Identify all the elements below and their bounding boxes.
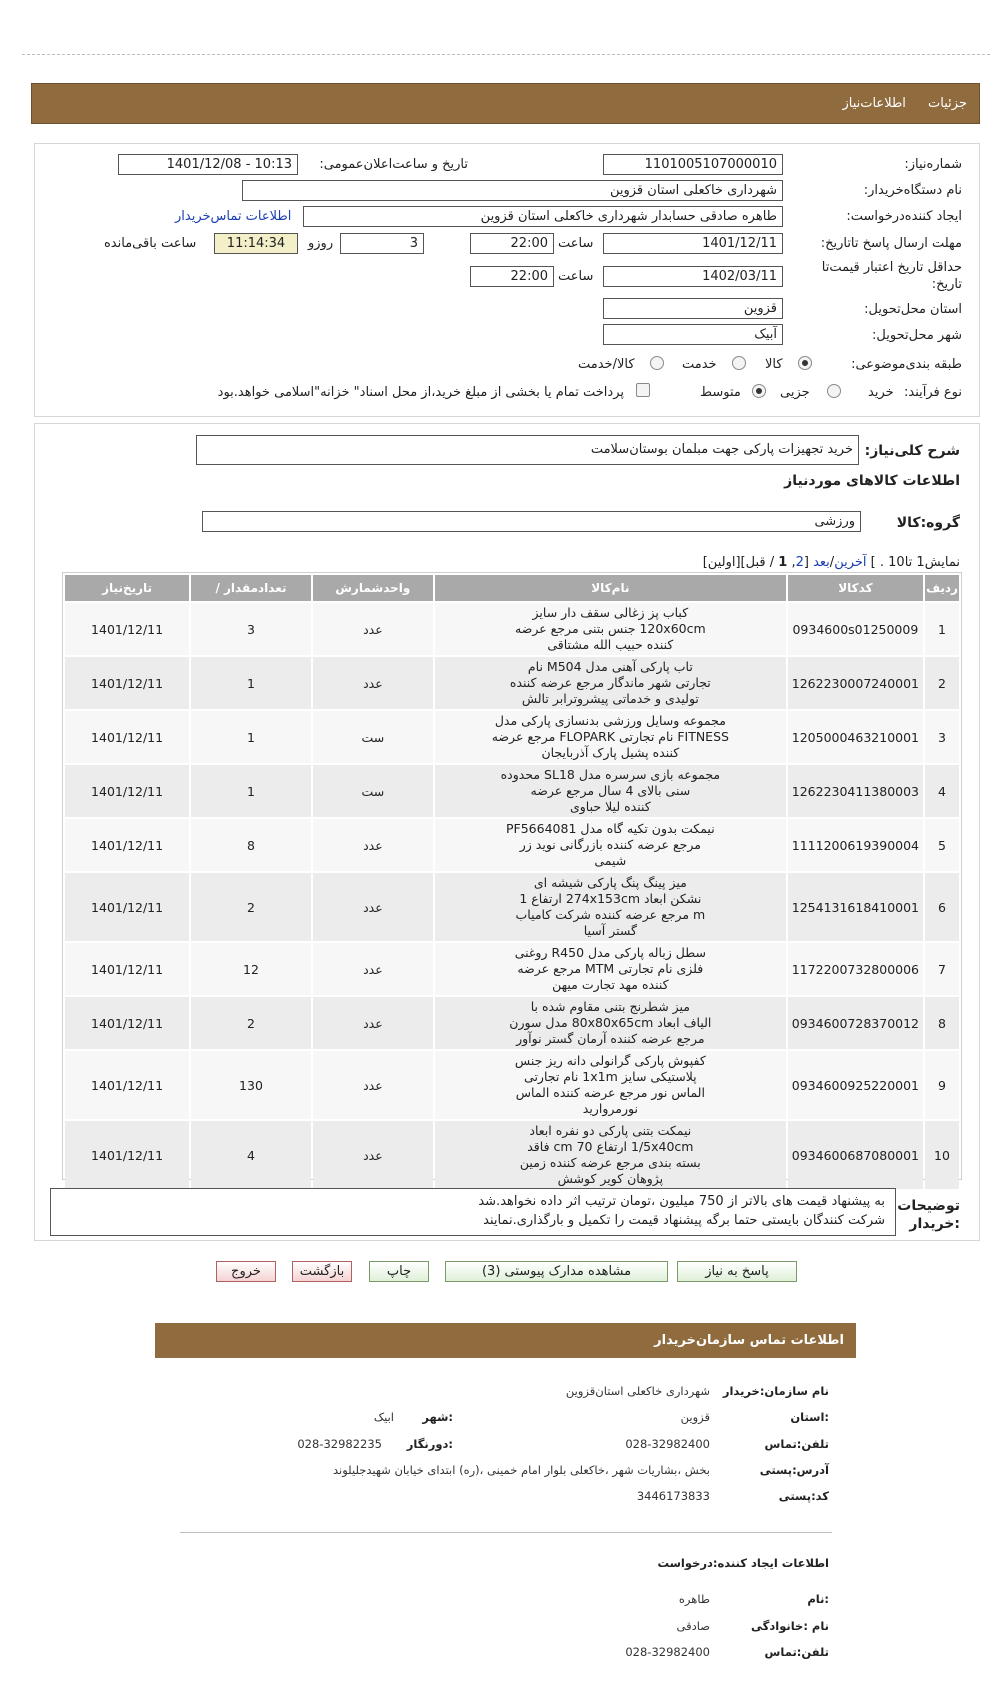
buyer-notes-label-line2: :خریدار (909, 1216, 960, 1232)
cell-qty: 2 (191, 873, 311, 941)
creator-family-label: نام :خانوادگی (751, 1619, 829, 1633)
contact-phone-value: 028-32982400 (625, 1437, 710, 1451)
cell-qty: 12 (191, 943, 311, 995)
province-label: استان محل‌تحویل: (864, 302, 962, 317)
cell-name (435, 1051, 786, 1119)
table-header-row (65, 575, 959, 601)
cell-name-line: تجارتی شهر ماندگار مرجع عرضه کننده (509, 675, 711, 690)
cell-name-line: مجموعه بازی سرسره مدل SL18 محدوده (500, 767, 721, 782)
cell-name (435, 819, 786, 871)
need-number-label: شماره‌نیاز: (904, 157, 962, 172)
contact-divider (180, 1532, 832, 1533)
cell-name-line: FITNESS نام تجارتی FLOPARK مرجع عرضه (491, 729, 729, 744)
table-row (65, 603, 959, 655)
creator-name-label: :نام (807, 1592, 829, 1606)
cell-name-line: پلاستیکی سایز 1x1m نام تجارتی (524, 1069, 697, 1084)
table-row (65, 1051, 959, 1119)
cell-name (435, 943, 786, 995)
cell-name-line: گستر آسیا (583, 923, 637, 938)
col-header-code: کدکالا (788, 575, 923, 601)
cell-name-line: سنی بالای 4 سال مرجع عرضه (530, 783, 691, 798)
deadline-label: مهلت ارسال پاسخ تا‌تاریخ: (820, 236, 962, 251)
cell-index: 6 (925, 873, 959, 941)
contact-city-value: ابیک (373, 1410, 394, 1424)
pagination-first: اولین (707, 555, 736, 570)
treasury-payment-checkbox[interactable] (636, 383, 650, 397)
cell-code: 1205000463210001 (788, 711, 923, 763)
remaining-time-field: 11:14:34 (214, 233, 298, 254)
validity-time-label: ساعت (558, 269, 594, 284)
table-row (65, 819, 959, 871)
validity-time-field: 22:00 (470, 266, 554, 287)
cell-unit: عدد (313, 943, 433, 995)
cell-index: 10 (925, 1121, 959, 1189)
creator-name-value: طاهره (678, 1592, 710, 1606)
cell-code: 0934600687080001 (788, 1121, 923, 1189)
deadline-time-field: 22:00 (470, 233, 554, 254)
cell-date: 1401/12/11 (65, 657, 189, 709)
cell-qty: 4 (191, 1121, 311, 1189)
cell-code: 0934600925220001 (788, 1051, 923, 1119)
creator-phone-value: 028-32982400 (625, 1645, 710, 1659)
city-field: آبیک (603, 324, 783, 345)
table-row (65, 711, 959, 763)
cell-name-line: 1/5x40cm ارتفاع 70 cm فاقد (527, 1139, 694, 1154)
table-row (65, 657, 959, 709)
cell-name-line: نیمکت بدون تکیه گاه مدل PF5664081 (506, 821, 715, 836)
creator-info-title: اطلاعات ایجاد کننده:درخواست (657, 1556, 829, 1570)
pagination-next[interactable]: بعد (813, 555, 830, 570)
cell-name-line: فلزی نام تجارتی MTM مرجع عرضه (517, 961, 704, 976)
buyer-notes-line2: شرکت کنندگان بایستی حتما برگه پیشنهاد قیمت را تکمیل و بارگذاری.نمایند (483, 1213, 885, 1228)
remaining-label: ساعت باقی‌مانده (104, 236, 197, 251)
table-row (65, 943, 959, 995)
cell-name-line: الماس نور مرجع عرضه کننده الماس (515, 1085, 705, 1100)
cell-index: 7 (925, 943, 959, 995)
cell-date: 1401/12/11 (65, 997, 189, 1049)
need-description-label: شرح کلی‌نیاز: (864, 443, 960, 459)
table-row (65, 873, 959, 941)
back-button[interactable]: بازگشت (292, 1261, 352, 1282)
cell-date: 1401/12/11 (65, 943, 189, 995)
goods-group-field: ورزشی (202, 511, 861, 532)
buyer-label: نام دستگاه‌خریدار: (863, 183, 962, 198)
goods-table-container (62, 572, 962, 1186)
need-description-field: خرید تجهیزات پارکی جهت مبلمان بوستان‌سلامت (196, 435, 859, 465)
cell-name-line: مرجع عرضه کننده بازرگانی نوید زر (519, 837, 701, 852)
cell-qty: 1 (191, 765, 311, 817)
cell-name (435, 657, 786, 709)
cell-name-line: بسته بندی مرجع عرضه کننده زمین (519, 1155, 701, 1170)
contact-province-label: :استان (790, 1410, 829, 1424)
cell-unit: عدد (313, 819, 433, 871)
cell-date: 1401/12/11 (65, 819, 189, 871)
deadline-time-label: ساعت (558, 236, 594, 251)
cell-index: 1 (925, 603, 959, 655)
col-header-index: ردیف (925, 575, 959, 601)
exit-button[interactable]: خروج (216, 1261, 276, 1282)
org-value: شهرداری خاکعلی استان‌قزوین (565, 1384, 710, 1398)
cell-unit: عدد (313, 657, 433, 709)
pagination-range: نمایش1 تا10 . (879, 555, 960, 570)
goods-group-label: گروه:کالا (896, 515, 960, 531)
table-row (65, 765, 959, 817)
pagination-prev: قبل (745, 555, 766, 570)
cell-name (435, 1121, 786, 1189)
cell-date: 1401/12/11 (65, 603, 189, 655)
goods-table (63, 573, 961, 1191)
col-header-unit: واحدشمارش (313, 575, 433, 601)
cell-name-line: m مرجع عرضه کننده شرکت کامیاب (515, 907, 706, 922)
treasury-payment-note: پرداخت تمام یا بخشی از مبلغ خرید،از محل اسناد" خزانه"اسلامی خواهد.بود (217, 385, 624, 400)
need-number-field: 1101005107000010 (603, 154, 783, 175)
cell-name-line: نورمروارید (582, 1101, 638, 1116)
cell-name-line: شیمی (594, 853, 627, 868)
page-header (31, 83, 980, 124)
category-label: طبقه بندی‌موضوعی: (851, 357, 962, 372)
cell-qty: 3 (191, 603, 311, 655)
process-label: نوع فرآیند: (904, 385, 962, 400)
buyer-notes-box (50, 1188, 896, 1236)
cell-name-line: 120x60cm جنس بتنی مرجع عرضه (515, 621, 706, 636)
cell-name (435, 997, 786, 1049)
cell-name-line: نیمکت بتنی پارکی دو نفره ابعاد (529, 1123, 692, 1138)
cell-date: 1401/12/11 (65, 873, 189, 941)
cell-name-line: کننده مهد تجارت میهن (552, 977, 669, 992)
category-service-radio[interactable] (732, 356, 746, 370)
cell-unit: عدد (313, 997, 433, 1049)
cell-qty: 1 (191, 711, 311, 763)
cell-date: 1401/12/11 (65, 1121, 189, 1189)
org-label: نام سازمان:خریدار (722, 1384, 829, 1398)
cell-unit: عدد (313, 873, 433, 941)
cell-code: 1262230007240001 (788, 657, 923, 709)
buyer-contact-link[interactable]: اطلاعات تماس‌خریدار (175, 209, 292, 224)
cell-index: 8 (925, 997, 959, 1049)
cell-name-line: کننده پشیل پارک آذربایجان (541, 745, 680, 760)
table-row (65, 997, 959, 1049)
cell-qty: 8 (191, 819, 311, 871)
goods-info-title: اطلاعات کالاهای موردنیاز (784, 473, 960, 489)
days-field: 3 (340, 233, 424, 254)
cell-qty: 130 (191, 1051, 311, 1119)
cell-index: 9 (925, 1051, 959, 1119)
validity-date-field: 1402/03/11 (603, 266, 783, 287)
cell-name-line: تولیدی و خدماتی پیشروترابر تالش (521, 691, 699, 706)
cell-name-line: کباب پز زغالی سقف دار سایز (532, 605, 689, 620)
cell-unit: عدد (313, 1051, 433, 1119)
category-goods-label: کالا (765, 357, 783, 372)
cell-name-line: مرجع عرضه کننده آرمان گستر نوآور (516, 1031, 705, 1046)
cell-code: 1262230411380003 (788, 765, 923, 817)
contact-postal-value: 3446173833 (636, 1489, 710, 1503)
contact-section-header: اطلاعات تماس سازمان‌خریدار (155, 1323, 856, 1358)
process-medium-radio[interactable] (752, 384, 766, 398)
province-field: قزوین (603, 298, 783, 319)
cell-index: 4 (925, 765, 959, 817)
creator-field: طاهره صادقی حسابدار شهرداری خاکعلی استان قزوین (303, 206, 783, 227)
deadline-date-field: 1401/12/11 (603, 233, 783, 254)
process-minor-radio[interactable] (827, 384, 841, 398)
cell-name-line: سطل زباله پارکی مدل R450 روغنی (514, 945, 706, 960)
city-label: شهر محل‌تحویل: (872, 328, 962, 343)
cell-name (435, 603, 786, 655)
contact-fax-label: :دورنگار (406, 1437, 453, 1451)
table-row (65, 1121, 959, 1189)
cell-qty: 2 (191, 997, 311, 1049)
cell-name-line: میز پینگ پنگ پارکی شیشه ای (533, 875, 687, 890)
cell-code: 1111200619390004 (788, 819, 923, 871)
cell-qty: 1 (191, 657, 311, 709)
days-label: روزو (308, 236, 334, 251)
pagination-page-2[interactable]: 2 (795, 555, 804, 570)
col-header-qty: تعدادمقدار / (191, 575, 311, 601)
category-goods-radio[interactable] (798, 356, 812, 370)
breadcrumb-details[interactable]: جزئیات (928, 96, 967, 111)
creator-label: ایجاد کننده‌درخواست: (846, 209, 962, 224)
pagination: نمایش1 تا10 . ] آخرین/بعد [2, 1 / قبل][اولین] (702, 555, 960, 570)
cell-code: 0934600728370012 (788, 997, 923, 1049)
contact-postal-label: کد:پستی (778, 1489, 829, 1503)
category-goods-service-radio[interactable] (650, 356, 664, 370)
process-medium-label: متوسط (700, 385, 741, 400)
contact-address-label: آدرس:پستی (759, 1463, 829, 1477)
cell-name-line: الیاف ابعاد 80x80x65cm مدل سورن (509, 1015, 712, 1030)
cell-name (435, 711, 786, 763)
process-minor-label: جزیی (780, 385, 810, 400)
category-service-label: خدمت (682, 357, 717, 372)
announce-label: تاریخ و ساعت‌اعلان‌عمومی: (319, 157, 468, 172)
breadcrumb-need-info[interactable]: اطلاعات‌نیاز (842, 96, 906, 111)
cell-name-line: مجموعه وسایل ورزشی بدنسازی پارکی مدل (494, 713, 726, 728)
top-divider (22, 54, 990, 55)
cell-unit: ست (313, 765, 433, 817)
cell-index: 2 (925, 657, 959, 709)
cell-code: 0934600s01250009 (788, 603, 923, 655)
cell-date: 1401/12/11 (65, 765, 189, 817)
cell-unit: عدد (313, 603, 433, 655)
cell-name-line: کننده حبیب الله مشتاقی (547, 637, 674, 652)
validity-label-line2: تاریخ: (931, 277, 962, 292)
cell-index: 3 (925, 711, 959, 763)
contact-phone-label: تلفن:تماس (764, 1437, 829, 1451)
cell-name-line: کننده لیلا حباوی (569, 799, 651, 814)
cell-name-line: میز شطرنج بتنی مقاوم شده با (530, 999, 691, 1014)
cell-unit: ست (313, 711, 433, 763)
contact-city-label: :شهر (422, 1410, 453, 1424)
reply-button[interactable]: پاسخ به نیاز (677, 1261, 797, 1282)
creator-family-value: صادقی (676, 1619, 710, 1633)
col-header-date: تاریخ‌نیاز (65, 575, 189, 601)
validity-label-line1: حداقل تاریخ اعتبار قیمت‌تا (821, 260, 962, 275)
col-header-name: نام‌کالا (435, 575, 786, 601)
contact-fax-value: 028-32982235 (297, 1437, 382, 1451)
cell-index: 5 (925, 819, 959, 871)
print-button[interactable]: چاپ (369, 1261, 429, 1282)
creator-phone-label: تلفن:تماس (764, 1645, 829, 1659)
cell-name-line: کفپوش پارکی گرانولی دانه ریز جنس (514, 1053, 706, 1068)
cell-name (435, 765, 786, 817)
buyer-field: شهرداری خاکعلی استان قزوین (242, 180, 783, 201)
cell-name-line: نشکن ابعاد 274x153cm ارتفاع 1 (519, 891, 702, 906)
cell-code: 1172200732800006 (788, 943, 923, 995)
cell-unit: عدد (313, 1121, 433, 1189)
cell-code: 1254131618410001 (788, 873, 923, 941)
buyer-notes-line1: به پیشنهاد قیمت های بالاتر از 750 میلیون ،تومان ترتیب اثر داده نخواهد.شد (478, 1194, 885, 1209)
view-attachments-button[interactable]: مشاهده مدارک پیوستی (3) (445, 1261, 668, 1282)
cell-name (435, 873, 786, 941)
announce-date-field: 1401/12/08 - 10:13 (118, 154, 298, 175)
contact-province-value: قزوین (680, 1410, 710, 1424)
cell-date: 1401/12/11 (65, 1051, 189, 1119)
process-buy-label: خرید (868, 385, 894, 400)
cell-date: 1401/12/11 (65, 711, 189, 763)
category-goods-service-label: کالا/خدمت (578, 357, 635, 372)
pagination-last[interactable]: آخرین (834, 555, 867, 570)
contact-address-value: بخش ،بشاریات شهر ،خاکعلی بلوار امام خمینی ،(ره) ابتدای خیابان شهیدجلیلوند (333, 1463, 710, 1477)
buyer-notes-label-line1: توضیحات (897, 1198, 960, 1214)
pagination-page-1: 1 (778, 555, 788, 570)
cell-name-line: پژوهان کویر کوشش (557, 1171, 664, 1186)
cell-name-line: تاب پارکی آهنی مدل M504 نام (527, 659, 693, 674)
